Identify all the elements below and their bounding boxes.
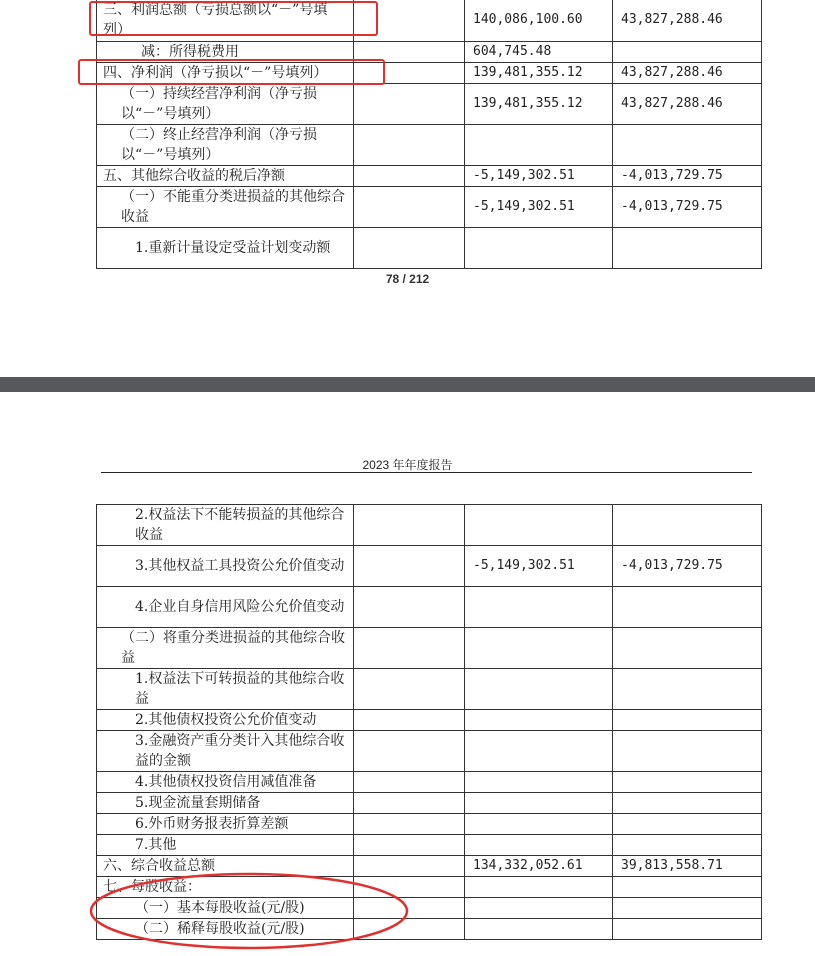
page-separator <box>0 377 815 392</box>
prior-value <box>613 919 762 940</box>
table-row <box>97 669 762 710</box>
prior-value <box>613 125 762 166</box>
current-value: 139,481,355.12 <box>465 63 613 84</box>
prior-value <box>613 898 762 919</box>
prior-value <box>613 42 762 63</box>
top-page <box>0 0 815 377</box>
current-value <box>465 587 613 628</box>
row-label: 4.其他债权投资信用减值准备 <box>97 772 354 793</box>
table-row <box>97 84 762 125</box>
bottom-page <box>0 392 815 956</box>
table-row <box>97 228 762 269</box>
table-row <box>97 628 762 669</box>
report-header-title: 2023 年年度报告 <box>362 458 453 472</box>
empty-cell <box>354 628 465 669</box>
row-label: 1.重新计量设定受益计划变动额 <box>97 228 354 269</box>
current-value: -5,149,302.51 <box>465 546 613 587</box>
current-value <box>465 898 613 919</box>
current-value: -5,149,302.51 <box>465 187 613 228</box>
empty-cell <box>354 710 465 731</box>
row-label: （一）基本每股收益(元/股) <box>97 898 354 919</box>
empty-cell <box>354 587 465 628</box>
current-value <box>465 793 613 814</box>
prior-value <box>613 710 762 731</box>
prior-value <box>613 814 762 835</box>
row-label: 7.其他 <box>97 835 354 856</box>
current-value <box>465 710 613 731</box>
row-label: 3.其他权益工具投资公允价值变动 <box>97 546 354 587</box>
current-value: 604,745.48 <box>465 42 613 63</box>
row-label: （一）持续经营净利润（净亏损以“－”号填列） <box>97 84 354 125</box>
row-label: 1.权益法下可转损益的其他综合收益 <box>97 669 354 710</box>
prior-value <box>613 505 762 546</box>
header-rule <box>101 472 752 473</box>
prior-value <box>613 628 762 669</box>
highlight-ellipse-eps <box>86 870 412 952</box>
empty-cell <box>354 166 465 187</box>
empty-cell <box>354 125 465 166</box>
row-label: 2.其他债权投资公允价值变动 <box>97 710 354 731</box>
table-row <box>97 772 762 793</box>
row-label: 减：所得税费用 <box>97 42 354 63</box>
current-value: 139,481,355.12 <box>465 84 613 125</box>
current-value <box>465 814 613 835</box>
row-label: 5.现金流量套期储备 <box>97 793 354 814</box>
table-row <box>97 125 762 166</box>
current-value <box>465 835 613 856</box>
empty-cell <box>354 228 465 269</box>
prior-value: -4,013,729.75 <box>613 187 762 228</box>
income-statement-table-top <box>96 0 762 269</box>
highlight-rect-total-profit <box>89 1 378 36</box>
row-label: 6.外币财务报表折算差额 <box>97 814 354 835</box>
current-value <box>465 228 613 269</box>
table-row <box>97 546 762 587</box>
empty-cell <box>354 546 465 587</box>
row-label: （二）稀释每股收益(元/股) <box>97 919 354 940</box>
prior-value <box>613 228 762 269</box>
current-value: 134,332,052.61 <box>465 856 613 877</box>
table-row <box>97 166 762 187</box>
empty-cell <box>354 793 465 814</box>
current-value <box>465 877 613 898</box>
table-row <box>97 793 762 814</box>
empty-cell <box>354 772 465 793</box>
current-value <box>465 125 613 166</box>
current-value: 140,086,100.60 <box>465 0 613 42</box>
prior-value: 43,827,288.46 <box>613 84 762 125</box>
current-value <box>465 669 613 710</box>
prior-value: 43,827,288.46 <box>613 63 762 84</box>
empty-cell <box>354 731 465 772</box>
row-label: （二）将重分类进损益的其他综合收益 <box>97 628 354 669</box>
prior-value <box>613 587 762 628</box>
row-label: 六、综合收益总额 <box>97 856 354 877</box>
current-value: -5,149,302.51 <box>465 166 613 187</box>
prior-value: -4,013,729.75 <box>613 546 762 587</box>
empty-cell <box>354 187 465 228</box>
empty-cell <box>354 835 465 856</box>
empty-cell <box>354 84 465 125</box>
row-label: 三、利润总额（亏损总额以“－”号填列） <box>97 0 354 42</box>
prior-value <box>613 731 762 772</box>
table-row <box>97 731 762 772</box>
row-label: 五、其他综合收益的税后净额 <box>97 166 354 187</box>
row-label: 2.权益法下不能转损益的其他综合收益 <box>97 505 354 546</box>
table-row <box>97 814 762 835</box>
current-value <box>465 772 613 793</box>
empty-cell <box>354 814 465 835</box>
highlight-ellipse-shape <box>91 874 407 948</box>
empty-cell <box>354 505 465 546</box>
current-value <box>465 731 613 772</box>
row-label: （一）不能重分类进损益的其他综合收益 <box>97 187 354 228</box>
row-label: 4.企业自身信用风险公允价值变动 <box>97 587 354 628</box>
row-label: 3.金融资产重分类计入其他综合收益的金额 <box>97 731 354 772</box>
prior-value <box>613 669 762 710</box>
row-label: （二）终止经营净利润（净亏损以“－”号填列） <box>97 125 354 166</box>
table-row <box>97 710 762 731</box>
table-row <box>97 187 762 228</box>
row-label: 四、净利润（净亏损以“－”号填列） <box>97 63 354 84</box>
page-number: 78 / 212 <box>385 272 430 286</box>
current-value <box>465 919 613 940</box>
prior-value <box>613 877 762 898</box>
prior-value <box>613 835 762 856</box>
current-value <box>465 505 613 546</box>
row-label: 七、每股收益： <box>97 877 354 898</box>
current-value <box>465 628 613 669</box>
highlight-rect-net-profit <box>78 59 385 85</box>
prior-value <box>613 772 762 793</box>
prior-value: 43,827,288.46 <box>613 0 762 42</box>
empty-cell <box>354 669 465 710</box>
prior-value: -4,013,729.75 <box>613 166 762 187</box>
prior-value: 39,813,558.71 <box>613 856 762 877</box>
table-row <box>97 505 762 546</box>
table-row <box>97 587 762 628</box>
table-row <box>97 835 762 856</box>
prior-value <box>613 793 762 814</box>
